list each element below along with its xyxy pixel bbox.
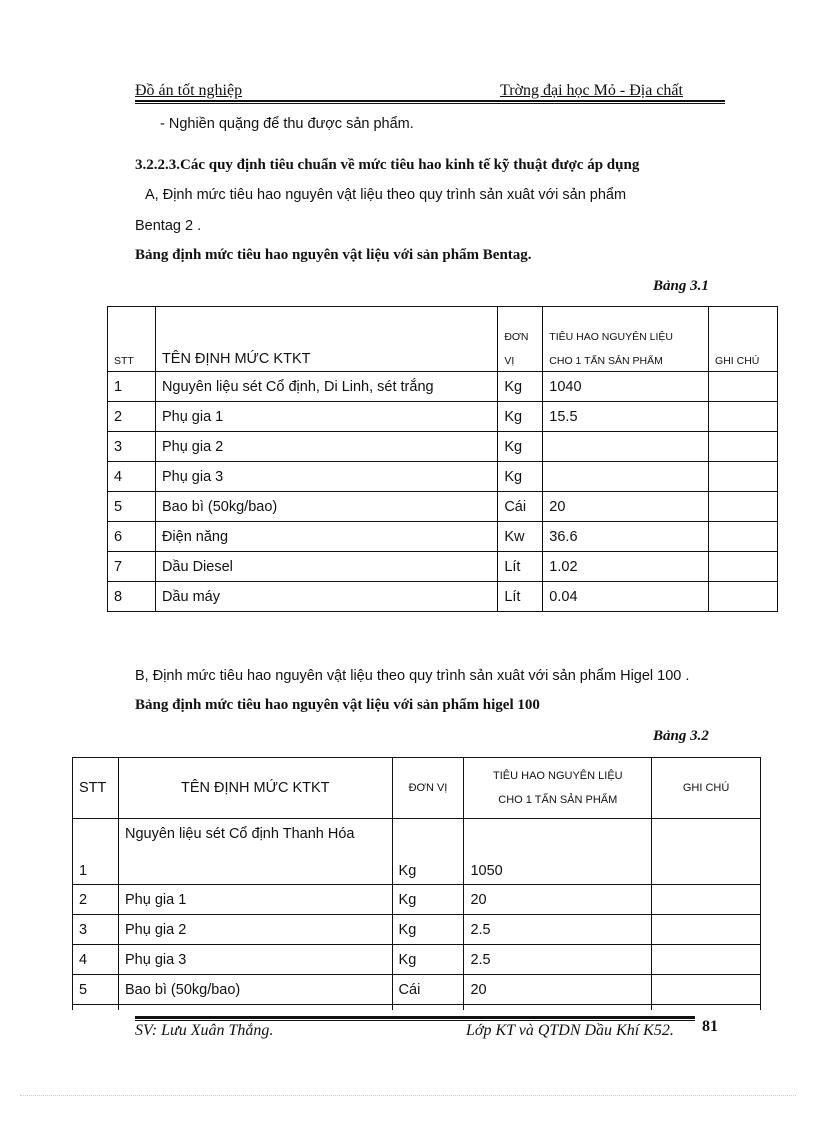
- header-unit: ĐƠN VỊ: [498, 307, 543, 372]
- cell-name: Phụ gia 3: [118, 945, 392, 975]
- cell-name: Dầu máy: [155, 582, 497, 612]
- cell-value: 15.5: [543, 402, 709, 432]
- cell-stt: 4: [73, 945, 119, 975]
- cell-name: Phụ gia 1: [118, 885, 392, 915]
- section-heading: 3.2.2.3.Các quy định tiêu chuẩn về mức tiêu hao kinh tế kỹ thuật được áp dụng: [135, 157, 640, 173]
- cell-name: Nguyên liệu sét Cổ định, Di Linh, sét trắng: [155, 372, 497, 402]
- paragraph-a-line1: A, Định mức tiêu hao nguyên vật liệu theo quy trình sản xuât với sản phẩm: [145, 187, 627, 203]
- cell-value: 2.5: [464, 915, 652, 945]
- cell-stt: 4: [108, 462, 156, 492]
- header-left-title: Đồ án tốt nghiệp: [135, 82, 243, 99]
- page-edge-divider: [20, 1095, 796, 1096]
- cell-note: [652, 885, 761, 915]
- cell-stt: 1: [73, 819, 119, 885]
- cell-unit: Kg: [392, 945, 464, 975]
- header-name: TÊN ĐỊNH MỨC KTKT: [118, 758, 392, 819]
- cell-name: Bao bì (50kg/bao): [118, 975, 392, 1005]
- footer-rule-thin: [135, 1020, 695, 1021]
- cell-note: [652, 915, 761, 945]
- cell-stt: 6: [108, 522, 156, 552]
- cell-stt: 8: [108, 582, 156, 612]
- header-unit: ĐƠN VỊ: [392, 758, 464, 819]
- cell-value: 36.6: [543, 522, 709, 552]
- table-row: [73, 945, 761, 975]
- table-header-row: [73, 758, 761, 819]
- page-number: 81: [702, 1018, 718, 1035]
- cell-value: 20: [464, 885, 652, 915]
- cell-note: [652, 975, 761, 1005]
- cell-unit: Kg: [392, 885, 464, 915]
- cell-unit: Kw: [498, 522, 543, 552]
- cell-stt: [73, 1005, 119, 1011]
- cell-unit: Lít: [498, 582, 543, 612]
- footer-student: SV: Lưu Xuân Thắng.: [135, 1022, 274, 1039]
- cell-stt: 2: [108, 402, 156, 432]
- paragraph-b: B, Định mức tiêu hao nguyên vật liệu theo quy trình sản xuât với sản phẩm Higel 100 .: [135, 668, 690, 684]
- cell-stt: 5: [73, 975, 119, 1005]
- cell-name: Bao bì (50kg/bao): [155, 492, 497, 522]
- cell-unit: [392, 1005, 464, 1011]
- cell-value: 20: [543, 492, 709, 522]
- header-stt: STT: [73, 758, 119, 819]
- table2-title: Bảng định mức tiêu hao nguyên vật liệu với sản phẩm higel 100: [135, 697, 540, 713]
- header-stt: STT: [108, 307, 156, 372]
- cell-stt: 2: [73, 885, 119, 915]
- table-row: [73, 975, 761, 1005]
- footer-rule: [135, 1016, 695, 1019]
- cell-unit: Kg: [498, 402, 543, 432]
- cell-unit: Kg: [498, 432, 543, 462]
- cell-name: Phụ gia 2: [118, 915, 392, 945]
- cell-unit: Cái: [498, 492, 543, 522]
- table-row: [73, 1005, 761, 1011]
- cell-name: Dầu Diesel: [155, 552, 497, 582]
- footer-class: Lớp KT và QTDN Dầu Khí K52.: [466, 1022, 674, 1039]
- cell-value: 1.02: [543, 552, 709, 582]
- cell-stt: 3: [73, 915, 119, 945]
- cell-note: [652, 945, 761, 975]
- cell-unit: Cái: [392, 975, 464, 1005]
- cell-unit: Lít: [498, 552, 543, 582]
- cell-value: 20: [464, 975, 652, 1005]
- cell-value: 2.5: [464, 945, 652, 975]
- table-row: [73, 819, 761, 885]
- header-note: GHI CHÚ: [709, 307, 778, 372]
- cell-stt: 7: [108, 552, 156, 582]
- cell-name: Phụ gia 1: [155, 402, 497, 432]
- cell-value: [464, 1005, 652, 1011]
- table-row: [73, 915, 761, 945]
- table1-caption: Bảng 3.1: [653, 278, 709, 294]
- cell-name: Phụ gia 3: [155, 462, 497, 492]
- table1-title: Bảng định mức tiêu hao nguyên vật liệu với sản phẩm Bentag.: [135, 247, 532, 263]
- cell-value: 0.04: [543, 582, 709, 612]
- cell-unit: Kg: [392, 915, 464, 945]
- cell-value: 1050: [464, 819, 652, 885]
- cell-stt: 3: [108, 432, 156, 462]
- paragraph-a-line2: Bentag 2 .: [135, 218, 202, 234]
- cell-name: Điện năng: [155, 522, 497, 552]
- header-consumption: TIÊU HAO NGUYÊN LIỆU CHO 1 TẤN SẢN PHẨM: [543, 307, 709, 372]
- table-higel: [72, 757, 761, 1010]
- cell-name: [118, 1005, 392, 1011]
- header-name: TÊN ĐỊNH MỨC KTKT: [155, 307, 497, 372]
- cell-stt: 1: [108, 372, 156, 402]
- cell-name: Phụ gia 2: [155, 432, 497, 462]
- cell-unit: Kg: [498, 462, 543, 492]
- header-consumption: TIÊU HAO NGUYÊN LIỆU CHO 1 TẤN SẢN PHẨM: [464, 758, 652, 819]
- header-note: GHI CHÚ: [652, 758, 761, 819]
- bullet-line: - Nghiền quặng để thu được sản phẩm.: [160, 116, 414, 132]
- cell-unit: Kg: [392, 819, 464, 885]
- cell-unit: Kg: [498, 372, 543, 402]
- cell-value: 1040: [543, 372, 709, 402]
- cell-note: [652, 1005, 761, 1011]
- header-right-title: Trờng đại học Mỏ - Địa chất: [500, 82, 683, 99]
- table-row: [73, 885, 761, 915]
- cell-note: [652, 819, 761, 885]
- table2-caption: Bảng 3.2: [653, 728, 709, 744]
- cell-name: Nguyên liệu sét Cổ định Thanh Hóa: [118, 819, 392, 885]
- cell-stt: 5: [108, 492, 156, 522]
